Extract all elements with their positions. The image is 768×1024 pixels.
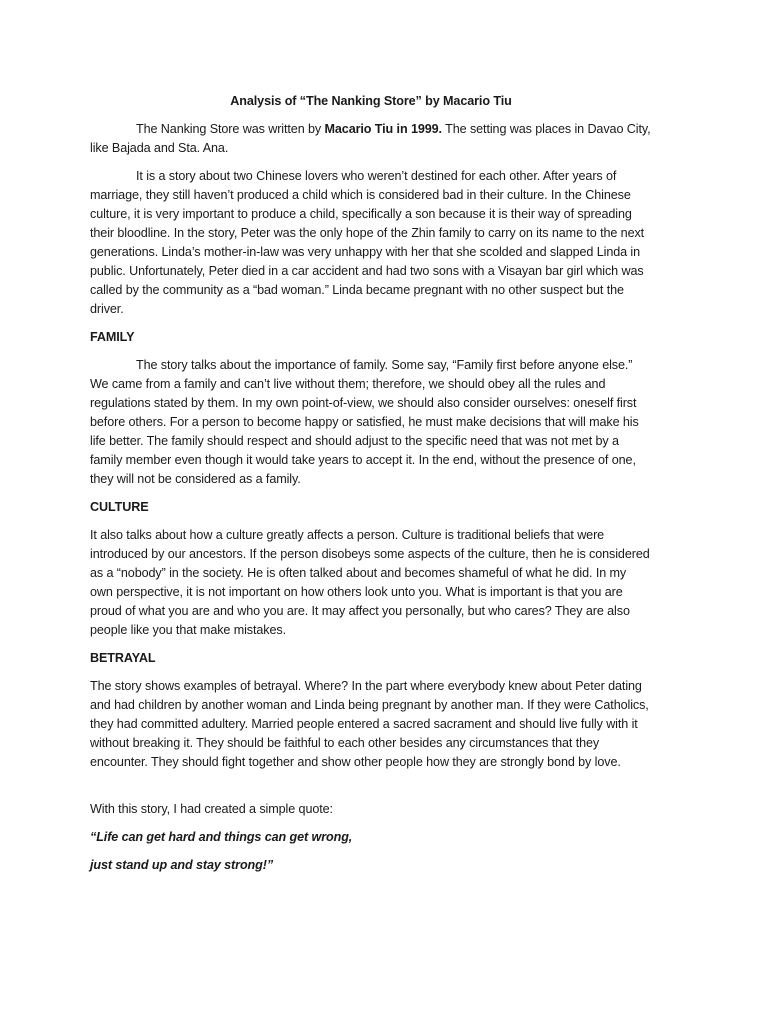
intro-author: Macario Tiu in 1999. [324,122,442,136]
intro-rest: The setting was places in Davao City, like Bajada and Sta. Ana. [90,122,651,155]
section-body-betrayal: The story shows examples of betrayal. Where? In the part where everybody knew about Peter dating and had children by another woman and Linda being pregnant by another man. If they were Catholics, they had committed adultery. Married people entered a sacred sacrament and should live fully with it without breaking it. They should be faithful to each other besides any circumstances that they encounter. They should fight together and show other people how they are strongly bond by love. [90,679,649,769]
section-body-family: The story talks about the importance of family. Some say, “Family first before anyone else.” We came from a family and can’t live without them; therefore, we should obey all the rules and regulations stated by them. In my own point-of-view, we should also consider ourselves: oneself first before others. For a person to become happy or satisfied, he must make decisions that will make his life better. The family should respect and should adjust to the specific need that was not met by a family member even though it would take years to accept it. In the end, without the presence of one, they will not be considered as a family. [90,358,639,486]
quote-line-1: “Life can get hard and things can get wrong, [90,830,353,844]
section-heading-culture: CULTURE [90,500,149,514]
section-body-culture: It also talks about how a culture greatly affects a person. Culture is traditional beliefs that were introduced by our ancestors. If the person disobeys some aspects of the culture, then he is considered as a “nobody” in the society. He is often talked about and becomes shameful of what he did. In my own perspective, it is not important on how others look unto you. What is important is that you are proud of what you are and who you are. It may affect you personally, but who cares? They are also people like you that make mistakes. [90,528,650,637]
section-heading-family: FAMILY [90,330,135,344]
closing-intro: With this story, I had created a simple quote: [90,802,333,816]
summary-paragraph: It is a story about two Chinese lovers who weren’t destined for each other. After years of marriage, they still haven’t produced a child which is considered bad in their culture. In the Chinese culture, it is very important to produce a child, specifically a son because it is their way of spreading their bloodline. In the story, Peter was the only hope of the Zhin family to carry on its name to the next generations. Linda’s mother-in-law was very unhappy with her that she scolded and slapped Linda in public. Unfortunately, Peter died in a car accident and had two sons with a Visayan bar girl which was called by the community as a “bad woman.” Linda became pregnant with no other suspect but the driver. [90,169,645,316]
document-body [90,92,652,884]
intro-paragraph [90,120,652,158]
page-title: Analysis of “The Nanking Store” by Macario Tiu [230,94,512,108]
quote-line-2: just stand up and stay strong!” [90,858,274,872]
intro-lead: The Nanking Store was written by [136,122,325,136]
section-heading-betrayal: BETRAYAL [90,651,156,665]
spacer [90,781,652,800]
